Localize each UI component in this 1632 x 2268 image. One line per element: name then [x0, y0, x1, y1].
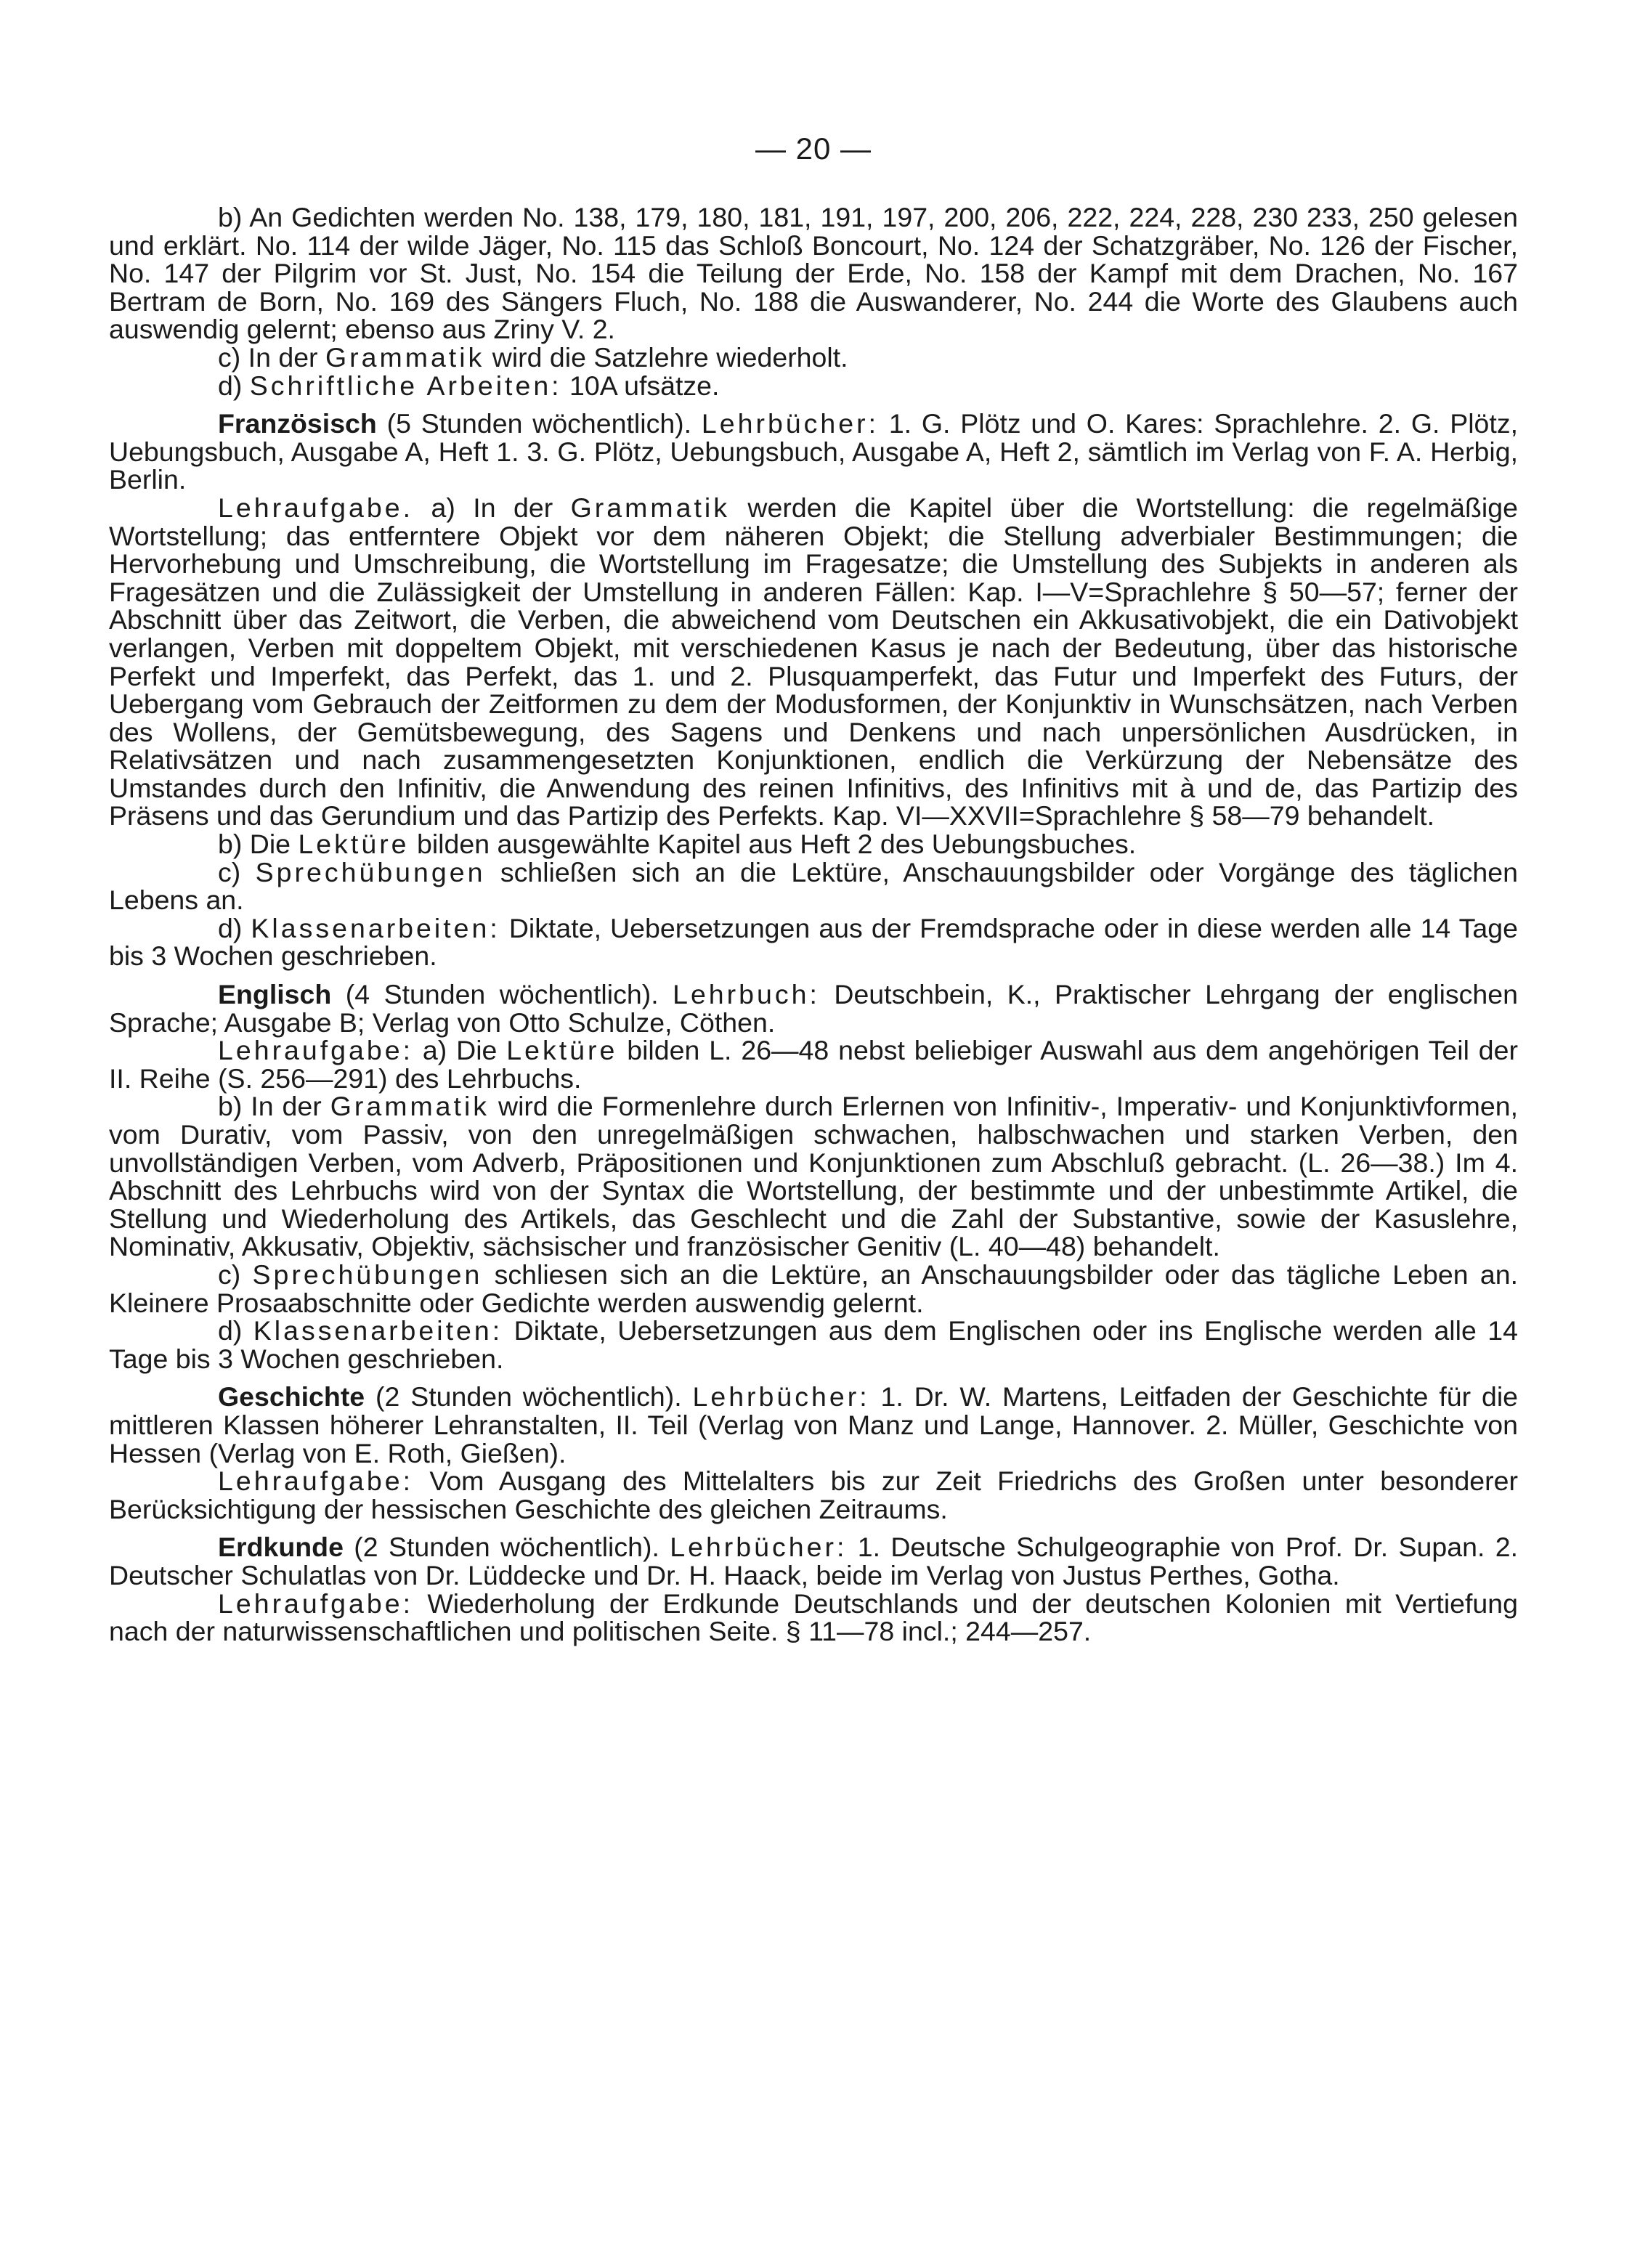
books-text: 1. Dr. W. Martens, Leitfaden der Geschichte für die mittleren Klassen höherer Lehranstalten, II. Teil (Verlag von Manz und Lange, Hannover. 2. Müller, Geschichte von Hessen (Verlag von E. Roth, Gießen). — [109, 1381, 1519, 1468]
paragraph-text: Diktate, Uebersetzungen aus der Fremdsprache oder in diese werden alle 14 Tage bis 3 Wochen geschrieben. — [109, 912, 1518, 972]
paragraph-text: bilden ausgewählte Kapitel aus Heft 2 des Uebungsbuches. — [409, 829, 1137, 860]
subject-heading: Geschichte — [218, 1381, 365, 1413]
books-label: Lehrbücher: — [692, 1381, 870, 1413]
spaced-term: Grammatik — [570, 492, 730, 523]
paragraph-geschichte-intro — [109, 1383, 1518, 1467]
spaced-term: Lektüre — [298, 829, 410, 860]
subject-hours: (2 Stunden wöchentlich). — [365, 1381, 693, 1413]
paragraph-prefix: a) Die — [413, 1035, 507, 1066]
spaced-term: Schriftliche Arbeiten: — [249, 370, 562, 401]
document-page — [109, 131, 1518, 1646]
paragraph-franzoesisch-c — [109, 858, 1518, 914]
paragraph-geschichte-task — [109, 1467, 1518, 1523]
section-deutsch-continued — [109, 203, 1518, 399]
paragraph-englisch-a — [109, 1036, 1518, 1092]
paragraph-text: bilden L. 26—48 nebst beliebiger Auswahl aus dem angehörigen Teil der II. Reihe (S. 256—291) des Lehrbuchs. — [109, 1035, 1518, 1094]
books-text: 1. G. Plötz und O. Kares: Sprachlehre. 2. G. Plötz, Uebungsbuch, Ausgabe A, Heft 1. 3. G. Plötz, Uebungsbuch, Ausgabe A, Heft 2, sämtlich im Verlag von F. A. Herbig, Berlin. — [109, 408, 1518, 495]
paragraph-franzoesisch-d — [109, 914, 1518, 970]
books-text: Deutschbein, K., Praktischer Lehrgang der englischen Sprache; Ausgabe B; Verlag von Otto Schulze, Cöthen. — [109, 979, 1519, 1038]
paragraph-text: wird die Formenlehre durch Erlernen von Infinitiv-, Imperativ- und Konjunktivformen, vom Durativ, vom Passiv, von den unregelmäßigen schwachen, halbschwachen und starken Verben, den unvollständigen Verben, vom Adverb, Präpositionen und Konjunktionen zum Abschluß gebracht. (L. 26—38.) Im 4. Abschnitt des Lehrbuchs wird von der Syntax die Wortstellung, der bestimmte und der unbestimmte Artikel, die Stellung und Wiederholung des Artikels, das Geschlecht und die Zahl der Substantive, sowie der Kasuslehre, Nominativ, Akkusativ, Objektiv, sächsischer und französischer Genitiv (L. 40—48) behandelt. — [109, 1091, 1518, 1262]
subject-heading: Englisch — [218, 979, 332, 1010]
subject-hours: (5 Stunden wöchentlich). — [376, 408, 702, 439]
books-label: Lehrbücher: — [701, 408, 880, 439]
paragraph-text: schließen sich an die Lektüre, Anschauungsbilder oder Vorgänge des täglichen Lebens an. — [109, 856, 1518, 916]
section-englisch — [109, 980, 1518, 1373]
paragraph-englisch-d — [109, 1317, 1518, 1373]
spaced-term: Grammatik — [330, 1091, 490, 1122]
paragraph-franzoesisch-b — [109, 830, 1518, 858]
subject-hours: (4 Stunden wöchentlich). — [331, 979, 673, 1010]
task-label: Lehraufgabe: — [218, 1466, 414, 1497]
paragraph-prefix: b) In der — [218, 1091, 330, 1122]
task-label: Lehraufgabe: — [218, 1035, 414, 1066]
paragraph-prefix: c) In der — [218, 341, 325, 373]
paragraph-text: werden die Kapitel über die Wortstellung: die regelmäßige Wortstellung; das entferntere Objekt vor dem näheren Objekt; die Stellung adverbialer Bestimmungen; die Hervorhebung und Umschreibung, die Wortstellung im Fragesatze; die Umstellung des Subjekts in anderen als Fragesätzen und die Zulässigkeit der Umstellung in anderen Fällen: Kap. I—V=Sprachlehre § 50—57; ferner der Abschnitt über das Zeitwort, die Verben, die abweichend vom Deutschen ein Akkusativobjekt, die ein Dativobjekt verlangen, Verben mit doppeltem Objekt, mit verschiedenen Kasus je nach der Bedeutung, über das historische Perfekt und Imperfekt, das Perfekt, das 1. und 2. Plusquamperfekt, das Futur und Imperfekt des Futurs, der Uebergang vom Gebrauch der Zeitformen zu dem der Modusformen, der Konjunktiv in Wunschsätzen, nach Verben des Wollens, der Gemütsbewegung, des Sagens und Denkens und nach unpersönlichen Ausdrücken, in Relativsätzen und nach zusammengesetzten Konjunktionen, endlich die Verkürzung der Nebensätze des Umstandes durch den Infinitiv, die Anwendung des reinen Infinitivs, des Infinitivs mit à und de, das Partizip des Präsens und das Gerundium und das Partizip des Perfekts. Kap. VI—XXVII=Sprachlehre § 58—79 behandelt. — [109, 492, 1518, 832]
paragraph-text: 10A ufsätze. — [561, 370, 720, 401]
books-label: Lehrbücher: — [670, 1532, 848, 1563]
spaced-term: Grammatik — [325, 341, 485, 373]
paragraph-erdkunde-intro — [109, 1533, 1518, 1589]
task-label: Lehraufgabe: — [218, 1588, 414, 1619]
paragraph-text: Diktate, Uebersetzungen aus dem Englischen oder ins Englische werden alle 14 Tage bis 3 Wochen geschrieben. — [109, 1315, 1518, 1374]
paragraph-prefix: b) Die — [218, 829, 299, 860]
paragraph-franzoesisch-intro — [109, 410, 1518, 494]
paragraph-text: Wiederholung der Erdkunde Deutschlands und der deutschen Kolonien mit Vertiefung nach der naturwissenschaftlichen und politischen Seite. § 11—78 incl.; 244—257. — [109, 1588, 1518, 1647]
paragraph-text: wird die Satzlehre wiederholt. — [484, 341, 848, 373]
books-label: Lehrbuch: — [673, 979, 820, 1010]
paragraph-deutsch-c — [109, 341, 1518, 373]
spaced-term: Sprechübungen — [255, 856, 486, 887]
paragraph-englisch-c — [109, 1261, 1518, 1317]
paragraph-text: schliesen sich an die Lektüre, an Anschauungsbilder oder das tägliche Leben an. Kleinere Prosaabschnitte oder Gedichte werden auswendig gelernt. — [109, 1259, 1518, 1318]
task-label: Lehraufgabe. — [218, 492, 414, 523]
subject-hours: (2 Stunden wöchentlich). — [343, 1532, 670, 1563]
spaced-term: Klassenarbeiten: — [251, 912, 500, 943]
spaced-term: Sprechübungen — [252, 1259, 483, 1290]
paragraph-prefix: d) — [218, 912, 251, 943]
subject-heading: Erdkunde — [218, 1532, 344, 1563]
paragraph-englisch-b — [109, 1092, 1518, 1261]
section-geschichte — [109, 1383, 1518, 1523]
paragraph-deutsch-b: b) An Gedichten werden No. 138, 179, 180, 181, 191, 197, 200, 206, 222, 224, 228, 230 233, 250 gelesen und erklärt. No. 114 der wilde Jäger, No. 115 das Schloß Boncourt, No. 124 der Schatzgräber, No. 126 der Fischer, No. 147 der Pilgrim vor St. Just, No. 154 die Teilung der Erde, No. 158 der Kampf mit dem Drachen, No. 167 Bertram de Born, No. 169 des Sängers Fluch, No. 188 die Auswanderer, No. 244 die Worte des Glaubens auch auswendig gelernt; ebenso aus Zriny V. 2. — [109, 202, 1518, 345]
paragraph-prefix: c) — [218, 1259, 253, 1290]
books-text: 1. Deutsche Schulgeographie von Prof. Dr. Supan. 2. Deutscher Schulatlas von Dr. Lüddecke und Dr. H. Haack, beide im Verlag von Justus Perthes, Gotha. — [109, 1532, 1518, 1590]
spaced-term: Lektüre — [506, 1035, 618, 1066]
paragraph-prefix: d) — [218, 1315, 253, 1346]
paragraph-prefix: c) — [218, 856, 256, 887]
spaced-term: Klassenarbeiten: — [253, 1315, 503, 1346]
subject-heading: Französisch — [218, 408, 377, 439]
paragraph-text: Vom Ausgang des Mittelalters bis zur Zeit Friedrichs des Großen unter besonderer Berücksichtigung der hessischen Geschichte des gleichen Zeitraums. — [109, 1466, 1518, 1524]
paragraph-prefix: d) — [218, 370, 250, 401]
page-number: — 20 — — [755, 131, 872, 166]
paragraph-prefix: a) In der — [413, 492, 571, 523]
paragraph-erdkunde-task — [109, 1590, 1518, 1646]
section-erdkunde — [109, 1533, 1518, 1645]
paragraph-englisch-intro — [109, 980, 1518, 1036]
section-franzoesisch — [109, 410, 1518, 970]
paragraph-deutsch-d — [109, 372, 1518, 400]
paragraph-franzoesisch-a — [109, 494, 1518, 830]
